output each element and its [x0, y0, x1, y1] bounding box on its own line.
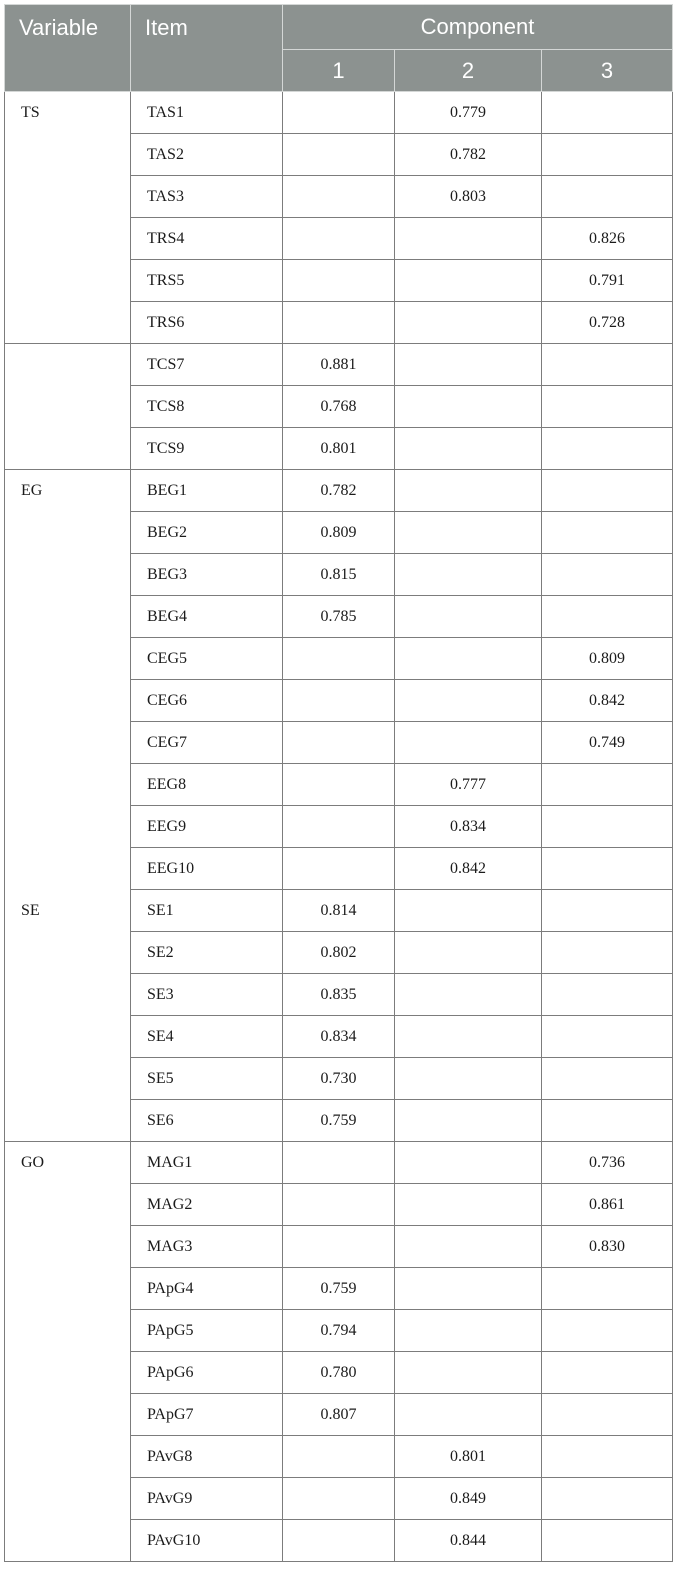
component-3-loading — [542, 932, 673, 974]
item-cell: CEG5 — [131, 638, 283, 680]
item-cell: BEG2 — [131, 512, 283, 554]
component-3-loading: 0.842 — [542, 680, 673, 722]
variable-cell: TS — [5, 92, 131, 344]
component-2-loading: 0.844 — [395, 1520, 542, 1562]
component-3-loading — [542, 344, 673, 386]
component-1-loading — [283, 680, 395, 722]
component-3-loading — [542, 1100, 673, 1142]
component-3-loading — [542, 890, 673, 932]
variable-cell — [5, 470, 131, 1142]
component-1-loading: 0.768 — [283, 386, 395, 428]
component-2-loading — [395, 1268, 542, 1310]
table-row — [5, 470, 673, 512]
component-2-loading — [395, 428, 542, 470]
item-cell: BEG1 — [131, 470, 283, 512]
item-cell: PAvG9 — [131, 1478, 283, 1520]
component-3-loading — [542, 512, 673, 554]
component-1-loading — [283, 722, 395, 764]
component-3-loading — [542, 1268, 673, 1310]
component-1-loading: 0.809 — [283, 512, 395, 554]
item-cell: PApG7 — [131, 1394, 283, 1436]
component-3-loading — [542, 1310, 673, 1352]
component-3-loading — [542, 386, 673, 428]
table-header — [5, 5, 673, 92]
item-cell: CEG6 — [131, 680, 283, 722]
component-1-loading: 0.834 — [283, 1016, 395, 1058]
component-1-loading — [283, 764, 395, 806]
component-1-loading: 0.785 — [283, 596, 395, 638]
component-1-loading: 0.881 — [283, 344, 395, 386]
table-body — [5, 92, 673, 1562]
component-1-loading: 0.802 — [283, 932, 395, 974]
component-1-loading — [283, 1142, 395, 1184]
item-cell: SE5 — [131, 1058, 283, 1100]
item-cell: EEG8 — [131, 764, 283, 806]
item-cell: TCS7 — [131, 344, 283, 386]
component-3-loading — [542, 134, 673, 176]
item-cell: PApG6 — [131, 1352, 283, 1394]
component-2-loading — [395, 1394, 542, 1436]
component-2-loading — [395, 680, 542, 722]
component-2-loading — [395, 722, 542, 764]
item-cell: TRS4 — [131, 218, 283, 260]
component-2-loading: 0.849 — [395, 1478, 542, 1520]
component-2-loading: 0.801 — [395, 1436, 542, 1478]
component-3-loading: 0.728 — [542, 302, 673, 344]
component-1-loading: 0.815 — [283, 554, 395, 596]
component-3-loading — [542, 428, 673, 470]
component-2-loading — [395, 1142, 542, 1184]
component-2-loading: 0.842 — [395, 848, 542, 890]
table-row — [5, 344, 673, 386]
component-1-loading: 0.759 — [283, 1100, 395, 1142]
component-1-loading — [283, 176, 395, 218]
item-cell: EEG10 — [131, 848, 283, 890]
component-3-loading — [542, 1436, 673, 1478]
item-cell: PAvG10 — [131, 1520, 283, 1562]
component-3-loading — [542, 806, 673, 848]
variable-cell — [5, 344, 131, 470]
component-1-loading — [283, 302, 395, 344]
component-2-loading — [395, 890, 542, 932]
component-1-loading: 0.814 — [283, 890, 395, 932]
table-row — [5, 92, 673, 134]
item-cell: TAS2 — [131, 134, 283, 176]
component-1-loading — [283, 260, 395, 302]
item-cell: MAG3 — [131, 1226, 283, 1268]
component-2-loading — [395, 1352, 542, 1394]
component-1-loading — [283, 1520, 395, 1562]
component-2-loading — [395, 932, 542, 974]
component-3-loading — [542, 470, 673, 512]
component-1-loading: 0.780 — [283, 1352, 395, 1394]
item-cell: TAS3 — [131, 176, 283, 218]
header-item: Item — [131, 5, 283, 92]
item-cell: SE1 — [131, 890, 283, 932]
component-1-loading: 0.835 — [283, 974, 395, 1016]
component-1-loading: 0.801 — [283, 428, 395, 470]
item-cell: BEG4 — [131, 596, 283, 638]
component-2-loading — [395, 1100, 542, 1142]
component-3-loading — [542, 848, 673, 890]
item-cell: TRS5 — [131, 260, 283, 302]
item-cell: BEG3 — [131, 554, 283, 596]
item-cell: SE4 — [131, 1016, 283, 1058]
component-2-loading — [395, 1226, 542, 1268]
component-2-loading — [395, 1310, 542, 1352]
component-1-loading — [283, 1478, 395, 1520]
header-component-2: 2 — [395, 50, 542, 92]
component-2-loading — [395, 974, 542, 1016]
component-2-loading — [395, 554, 542, 596]
component-3-loading — [542, 974, 673, 1016]
component-3-loading — [542, 176, 673, 218]
header-component: Component — [283, 5, 673, 50]
item-cell: PAvG8 — [131, 1436, 283, 1478]
item-cell: TRS6 — [131, 302, 283, 344]
header-component-1: 1 — [283, 50, 395, 92]
component-1-loading — [283, 1226, 395, 1268]
component-3-loading: 0.809 — [542, 638, 673, 680]
component-1-loading — [283, 218, 395, 260]
item-cell: PApG4 — [131, 1268, 283, 1310]
component-2-loading: 0.782 — [395, 134, 542, 176]
component-2-loading — [395, 1058, 542, 1100]
component-1-loading: 0.730 — [283, 1058, 395, 1100]
component-2-loading — [395, 512, 542, 554]
component-2-loading — [395, 302, 542, 344]
variable-label-se: SE — [21, 902, 40, 919]
component-1-loading — [283, 848, 395, 890]
component-3-loading — [542, 92, 673, 134]
component-2-loading — [395, 470, 542, 512]
component-1-loading: 0.794 — [283, 1310, 395, 1352]
component-3-loading — [542, 1478, 673, 1520]
component-3-loading: 0.749 — [542, 722, 673, 764]
table-row — [5, 1142, 673, 1184]
item-cell: SE2 — [131, 932, 283, 974]
item-cell: TAS1 — [131, 92, 283, 134]
component-2-loading — [395, 344, 542, 386]
item-cell: TCS8 — [131, 386, 283, 428]
item-cell: SE3 — [131, 974, 283, 1016]
component-2-loading: 0.779 — [395, 92, 542, 134]
component-loadings-table — [4, 4, 673, 1562]
component-1-loading — [283, 806, 395, 848]
component-3-loading — [542, 764, 673, 806]
component-2-loading: 0.803 — [395, 176, 542, 218]
component-3-loading: 0.861 — [542, 1184, 673, 1226]
variable-cell: GO — [5, 1142, 131, 1562]
component-2-loading — [395, 1184, 542, 1226]
header-variable: Variable — [5, 5, 131, 92]
component-2-loading — [395, 218, 542, 260]
component-3-loading — [542, 1016, 673, 1058]
component-1-loading: 0.807 — [283, 1394, 395, 1436]
component-3-loading — [542, 1352, 673, 1394]
component-3-loading: 0.791 — [542, 260, 673, 302]
component-3-loading — [542, 1394, 673, 1436]
component-2-loading: 0.777 — [395, 764, 542, 806]
variable-label-eg: EG — [21, 482, 43, 499]
component-3-loading: 0.826 — [542, 218, 673, 260]
component-3-loading: 0.736 — [542, 1142, 673, 1184]
item-cell: MAG1 — [131, 1142, 283, 1184]
component-2-loading: 0.834 — [395, 806, 542, 848]
component-1-loading: 0.782 — [283, 470, 395, 512]
component-3-loading — [542, 596, 673, 638]
component-2-loading — [395, 386, 542, 428]
item-cell: TCS9 — [131, 428, 283, 470]
item-cell: SE6 — [131, 1100, 283, 1142]
component-3-loading — [542, 554, 673, 596]
component-1-loading — [283, 134, 395, 176]
component-1-loading — [283, 1184, 395, 1226]
header-component-3: 3 — [542, 50, 673, 92]
component-3-loading: 0.830 — [542, 1226, 673, 1268]
item-cell: PApG5 — [131, 1310, 283, 1352]
component-2-loading — [395, 1016, 542, 1058]
item-cell: EEG9 — [131, 806, 283, 848]
item-cell: MAG2 — [131, 1184, 283, 1226]
component-2-loading — [395, 596, 542, 638]
component-1-loading: 0.759 — [283, 1268, 395, 1310]
component-3-loading — [542, 1058, 673, 1100]
component-2-loading — [395, 638, 542, 680]
item-cell: CEG7 — [131, 722, 283, 764]
component-1-loading — [283, 1436, 395, 1478]
component-2-loading — [395, 260, 542, 302]
component-3-loading — [542, 1520, 673, 1562]
component-1-loading — [283, 638, 395, 680]
component-1-loading — [283, 92, 395, 134]
